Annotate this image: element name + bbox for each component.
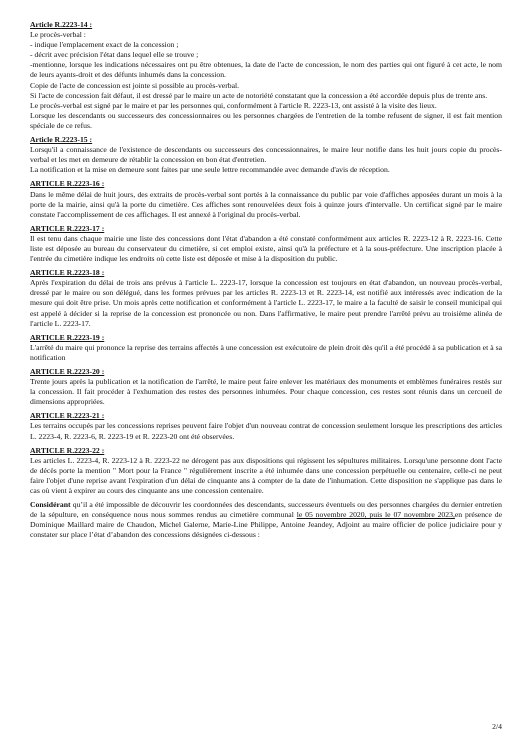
article-section — [30, 179, 502, 219]
article-paragraph: Si l'acte de concession fait défaut, il est dressé par le maire un acte de notoriété constatant que la concession a été accordée depuis plus de trente ans. — [30, 90, 488, 100]
article-paragraph: Les articles L. 2223-4, R. 2223-12 à R. 2223-22 ne dérogent pas aux dispositions qui régissent les sépultures militaires. Lorsqu'une personne dont l'acte de décès porte la mention " Mort pour la France " régulièrement inscrite a été inhumée dans une concession perpétuelle ou centenaire, celle-ci ne peut faire l'objet d'une reprise avant l'expiration d'un délai de cinquante ans à compter de la date de l'inhumation. Cette disposition ne s'applique pas dans le cas où vient à expirer au cours des cinquante ans une concession centenaire. — [30, 455, 502, 496]
closing-paragraph — [30, 500, 502, 540]
article-paragraph: La notification et la mise en demeure sont faites par une seule lettre recommandée avec demande d'avis de réception. — [30, 165, 390, 175]
article-paragraph: -mentionne, lorsque les indications nécessaires ont pu être obtenues, la date de l'acte de concession, le nom des parties qui ont figuré à cet acte, le nom de leurs ayants-droit et des défunts inhumés dans la concession. — [30, 60, 502, 80]
article-section — [30, 224, 502, 264]
article-heading: Article R.2223-14 : — [30, 20, 93, 29]
article-paragraph: Lorsque les descendants ou successeurs des concessionnaires ou les personnes chargées de l'entretien de la tombe refusent de signer, il est fait mention spéciale de ce refus. — [30, 110, 502, 130]
article-paragraph: Après l'expiration du délai de trois ans prévus à l'article L. 2223-17, lorsque la concession est toujours en état d'abandon, un nouveau procès-verbal, dressé par le maire ou son délégué, dans les formes prévues par les articles R. 2223-13 et R. 2223-14, est notifié aux intéressés avec indication de la mesure qui doit être prise. Un mois après cette notification et conformément à l'article L. 2223-17, le maire a la faculté de saisir le conseil municipal qui est appelé à décider si la reprise de la concession est prononcée ou non. Dans l'affirmative, le maire peut prendre l'arrêté prévu au troisième alinéa de l'article L. 2223-17. — [30, 278, 502, 328]
article-section — [30, 135, 502, 175]
page-number: 2/4 — [492, 722, 502, 731]
article-section — [30, 367, 502, 407]
article-heading: ARTICLE R.2223-17 : — [30, 223, 105, 233]
article-paragraph: Dans le même délai de huit jours, des extraits de procès-verbal sont portés à la connaissance du public par voie d'affiches apposées durant un mois à la porte de la mairie, ainsi qu'à la porte du cimetière. Ces affiches sont renouvelées deux fois à quinze jours d'intervalle. Un certificat signé par le maire constate l'accomplissement de ces affichages. Il est annexé à l'original du procès-verbal. — [30, 189, 502, 219]
article-section — [30, 411, 502, 441]
article-paragraph: Copie de l'acte de concession est jointe si possible au procès-verbal. — [30, 80, 240, 90]
article-heading: ARTICLE R.2223-18 : — [30, 268, 105, 278]
article-section — [30, 446, 502, 496]
document-page — [30, 20, 502, 541]
article-paragraph: Trente jours après la publication et la notification de l'arrêté, le maire peut faire enlever les matériaux des monuments et emblèmes funéraires restés sur la concession. Il fait procéder à l'exhumation des restes des personnes inhumées. Pour chaque concession, ces restes sont réunis dans un cercueil de dimensions appropriées. — [30, 377, 502, 407]
article-heading: ARTICLE R.2223-19 : — [30, 332, 105, 342]
article-paragraph: Le procès-verbal est signé par le maire et par les personnes qui, conformément à l'article R. 2223-13, ont assisté à la visite des lieux. — [30, 100, 437, 110]
closing-visit-dates: le 05 novembre 2020, puis le 07 novembre 2023, — [296, 510, 455, 520]
article-heading: ARTICLE R.2223-21 : — [30, 411, 105, 421]
closing-text: qu’il a été impossible de découvrir les coordonnées des descendants, successeurs éventuels ou des personnes chargées du dernier entretien de la sépulture, en conséquence nous nous sommes rendus au cimetière communal — [30, 500, 502, 520]
article-paragraph: L'arrêté du maire qui prononce la reprise des terrains affectés à une concession est exécutoire de plein droit dès qu'il a été procédé à sa publication et à sa notification — [30, 342, 502, 362]
article-paragraph: Les terrains occupés par les concessions reprises peuvent faire l'objet d'un nouveau contrat de concession seulement lorsque les prescriptions des articles L. 2223-4, R. 2223-6, R. 2223-19 et R. 2223-20 ont été observées. — [30, 421, 502, 441]
article-paragraph: - décrit avec précision l'état dans lequel elle se trouve ; — [30, 50, 199, 60]
article-section — [30, 268, 502, 329]
article-section — [30, 333, 502, 363]
article-heading: ARTICLE R.2223-22 : — [30, 445, 105, 455]
article-section — [30, 20, 502, 131]
article-paragraph: Le procès-verbal : — [30, 30, 86, 40]
article-paragraph: - indique l'emplacement exact de la concession ; — [30, 40, 179, 50]
article-heading: ARTICLE R.2223-16 : — [30, 179, 105, 189]
article-heading: Article R.2223-15 : — [30, 135, 93, 145]
article-paragraph: Lorsqu'il a connaissance de l'existence de descendants ou successeurs des concessionnaires, le maire leur notifie dans les huit jours copie du procès-verbal et les met en demeure de rétablir la concession en bon état d'entretien. — [30, 145, 502, 165]
closing-text: en présence de Dominique Maillard maire de Chaudon, Michel Galerne, Marie-Line Philippe, Antoine Jeandey, Adjoint au maire officier de police judiciaire pour y constater sur place l’état d’abandon des concessions désignées ci-dessous : — [30, 510, 502, 540]
article-heading: ARTICLE R.2223-20 : — [30, 367, 105, 376]
article-paragraph: Il est tenu dans chaque mairie une liste des concessions dont l'état d'abandon a été constaté conformément aux articles R. 2223-12 à R. 2223-16. Cette liste est déposée au bureau du conservateur du cimetière, si cet emploi existe, ainsi qu'à la préfecture et à la sous-préfecture. Une inscription placée à l'entrée du cimetière indique les endroits où cette liste est déposée et mise à la disposition du public. — [30, 233, 502, 264]
closing-lead-word: Considérant — [30, 500, 71, 510]
